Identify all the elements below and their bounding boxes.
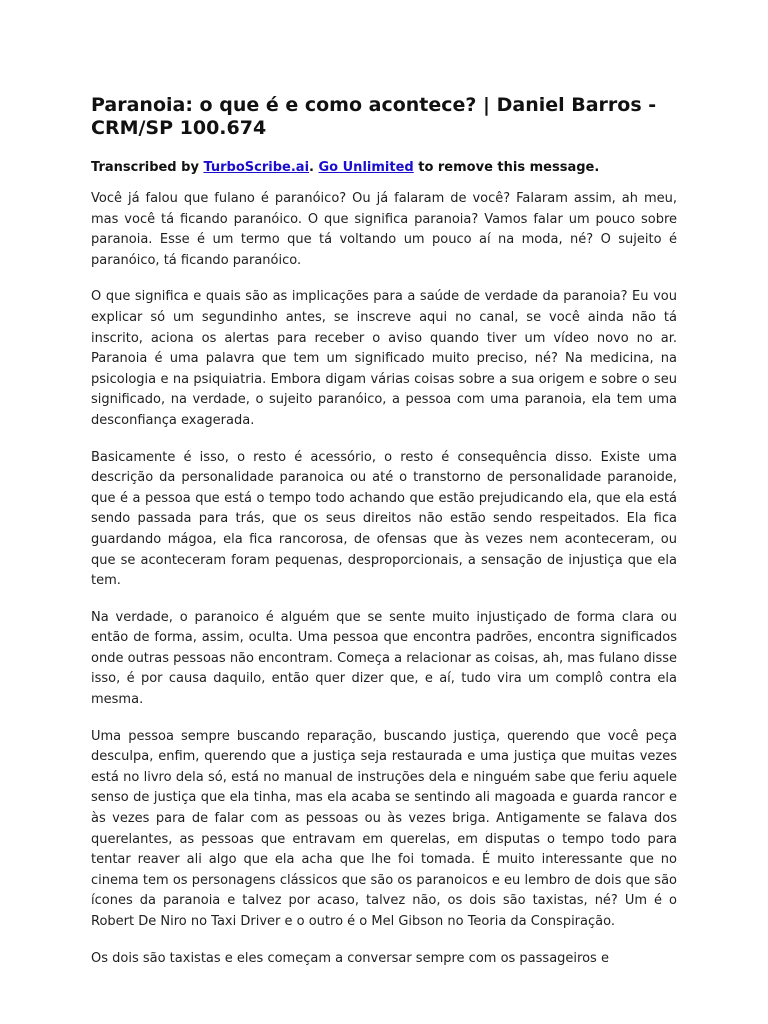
paragraph: Os dois são taxistas e eles começam a conversar sempre com os passageiros e — [91, 950, 609, 966]
banner-suffix: to remove this message. — [413, 160, 600, 175]
document-title: Paranoia: o que é e como acontece? | Daniel Barros - CRM/SP 100.674 — [91, 94, 657, 139]
turboscribe-link[interactable]: TurboScribe.ai — [203, 160, 310, 175]
go-unlimited-link[interactable]: Go Unlimited — [318, 160, 414, 175]
banner-prefix: Transcribed by — [91, 160, 204, 175]
paragraph: Basicamente é isso, o resto é acessório, o resto é consequência disso. Existe uma descrição da personalidade paranoica ou até o transtorno de personalidade paranoide, que é a pessoa que está o tempo todo achando que estão prejudicando ela, que ela está sendo passada para trás, que os seus direitos não estão sendo respeitados. Ela fica guardando mágoa, ela fica rancorosa, de ofensas que às vezes nem aconteceram, ou que se aconteceram foram pequenas, desproporcionais, a sensação de injustiça que ela tem. — [91, 449, 677, 589]
paragraph: O que significa e quais são as implicações para a saúde de verdade da paranoia? Eu vou explicar só um segundinho antes, se inscreve aqui no canal, se você ainda não tá inscrito, aciona os alertas para receber o aviso quando tiver um vídeo novo no ar. Paranoia é uma palavra que tem um significado muito preciso, né? Na medicina, na psicologia e na psiquiatria. Embora digam várias coisas sobre a sua origem e sobre o seu significado, na verdade, o sujeito paranóico, a pessoa com uma paranoia, ela tem uma desconfiança exagerada. — [91, 289, 677, 428]
banner-separator: . — [309, 160, 319, 175]
paragraph: Na verdade, o paranoico é alguém que se sente muito injustiçado de forma clara ou então de forma, assim, oculta. Uma pessoa que encontra padrões, encontra significados onde outras pessoas não encontram. Começa a relacionar as coisas, ah, mas fulano disse isso, é por causa daquilo, então quer dizer que, e aí, tudo vira um complô contra ela mesma. — [91, 609, 677, 708]
paragraph: Uma pessoa sempre buscando reparação, buscando justiça, querendo que você peça desculpa, enfim, querendo que a justiça seja restaurada e uma justiça que muitas vezes está no livro dela só, está no manual de instruções dela e ninguém sabe que feriu aquele senso de justiça que ela tinha, mas ela acaba se sentindo ali magoada e guarda rancor e às vezes para de falar com as pessoas ou às vezes briga. Antigamente se falava dos querelantes, as pessoas que entravam em querelas, em disputas o tempo todo para tentar reaver ali algo que ela acha que lhe foi tomada. É muito interessante que no cinema tem os personagens clássicos que são os paranoicos e eu lembro de dois que são ícones da paranoia e talvez por acaso, talvez não, os dois são taxistas, né? Um é o Robert De Niro no Taxi Driver e o outro é o Mel Gibson no Teoria da Conspiração. — [91, 728, 677, 929]
transcription-banner — [91, 159, 677, 177]
paragraph: Você já falou que fulano é paranóico? Ou já falaram de você? Falaram assim, ah meu, mas você tá ficando paranóico. O que significa paranoia? Vamos falar um pouco sobre paranoia. Esse é um termo que tá voltando um pouco aí na moda, né? O sujeito é paranóico, tá ficando paranóico. — [91, 191, 677, 268]
